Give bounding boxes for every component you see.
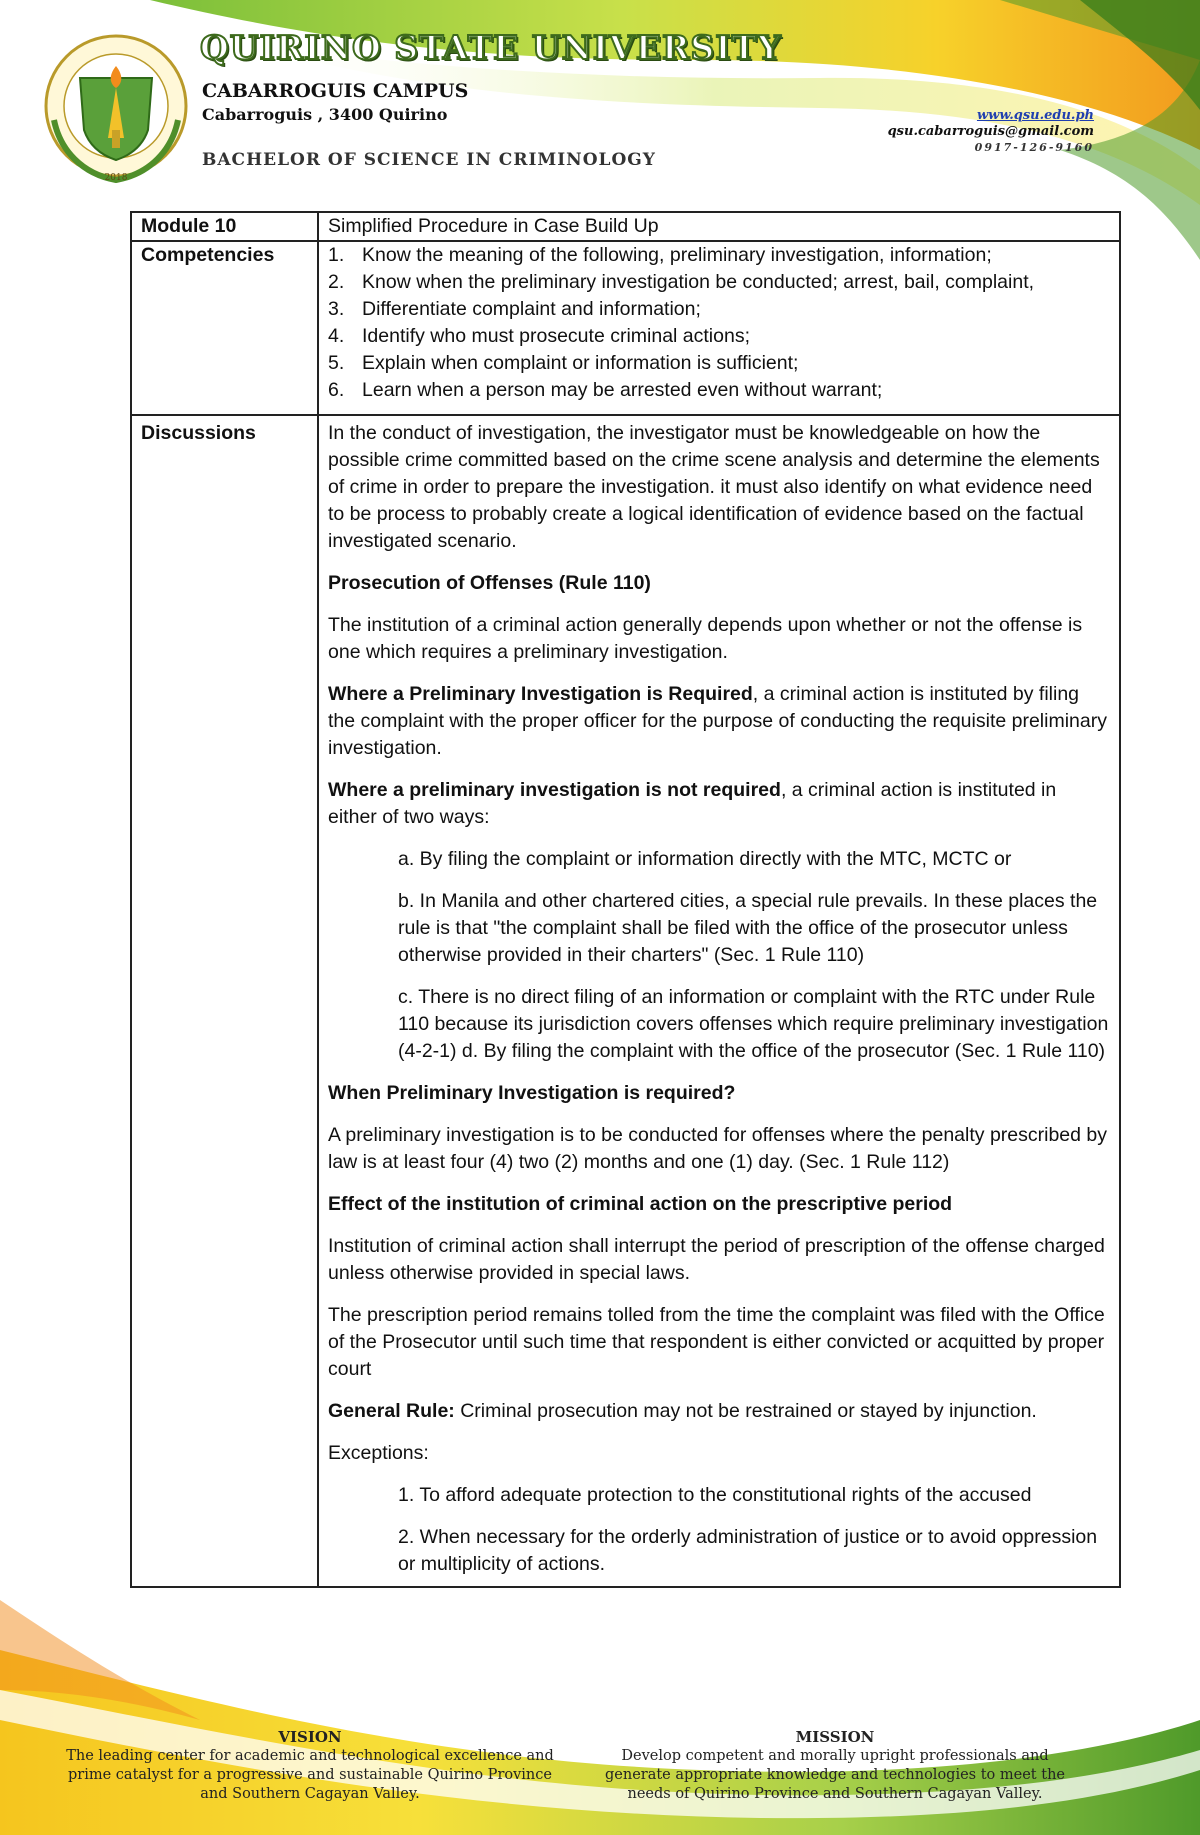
vision-title: VISION bbox=[278, 1728, 342, 1746]
campus-name: CABARROGUIS CAMPUS bbox=[202, 80, 469, 102]
paragraph-pi-required: Where a Preliminary Investigation is Required, a criminal action is instituted by filing the complaint with the proper officer for the purpose of conducting the requisite preliminary investigation. bbox=[328, 683, 1107, 759]
paragraph-when-required: A preliminary investigation is to be conducted for offenses where the penalty prescribed by law is at least four (4) two (2) months and one (1) day. (Sec. 1 Rule 112) bbox=[328, 1124, 1108, 1173]
paragraph-effect-1: Institution of criminal action shall interrupt the period of prescription of the offense charged unless otherwise provided in special laws. bbox=[328, 1235, 1105, 1284]
paragraph-pi-not-required: Where a preliminary investigation is not required, a criminal action is instituted in either of two ways: bbox=[328, 779, 1057, 828]
way-a: a. By filing the complaint or information directly with the MTC, MCTC or bbox=[398, 848, 1012, 870]
heading-when-required: When Preliminary Investigation is required? bbox=[328, 1082, 736, 1104]
competencies-row bbox=[131, 241, 1120, 415]
exception-1: 1. To afford adequate protection to the constitutional rights of the accused bbox=[398, 1484, 1032, 1506]
program-name: BACHELOR OF SCIENCE IN CRIMINOLOGY bbox=[202, 150, 656, 170]
module-title-row bbox=[131, 212, 1120, 241]
exceptions-label: Exceptions: bbox=[328, 1442, 429, 1464]
email-address: qsu.cabarroguis@gmail.com bbox=[887, 124, 1094, 139]
phone-number: 0917-126-9160 bbox=[974, 141, 1094, 154]
university-seal-logo bbox=[42, 30, 190, 190]
module-table bbox=[130, 211, 1121, 1588]
way-c: c. There is no direct filing of an information or complaint with the RTC under Rule 110 because its jurisdiction covers offenses which require preliminary investigation (4-2-1) d. By filing the complaint with the office of the prosecutor (Sec. 1 Rule 110) bbox=[398, 986, 1109, 1062]
paragraph-general-rule: General Rule: Criminal prosecution may not be restrained or stayed by injunction. bbox=[328, 1400, 1037, 1422]
svg-text:2018: 2018 bbox=[104, 173, 128, 183]
heading-prosecution: Prosecution of Offenses (Rule 110) bbox=[328, 572, 651, 594]
mission-text: Develop competent and morally upright professionals and generate appropriate knowledge and technologies to meet the needs of Quirino Province and Southern Cagayan Valley. bbox=[605, 1748, 1065, 1802]
list-item: 5. Explain when complaint or information is sufficient; bbox=[328, 352, 799, 374]
module-title: Simplified Procedure in Case Build Up bbox=[318, 212, 1120, 241]
university-name: QUIRINO STATE UNIVERSITY bbox=[200, 28, 782, 67]
heading-effect: Effect of the institution of criminal action on the prescriptive period bbox=[328, 1193, 953, 1215]
exception-2: 2. When necessary for the orderly administration of justice or to avoid oppression or multiplicity of actions. bbox=[398, 1526, 1098, 1575]
campus-address: Cabarroguis , 3400 Quirino bbox=[202, 105, 448, 124]
discussion-intro: In the conduct of investigation, the investigator must be knowledgeable on how the possible crime committed based on the crime scene analysis and determine the elements of crime in order to prepare the investigation. it must also identify on what evidence need to be process to probably create a logical identification of evidence based on the factual investigated scenario. bbox=[328, 422, 1100, 552]
competencies-cell bbox=[318, 241, 1120, 415]
competencies-label: Competencies bbox=[131, 241, 318, 415]
module-label: Module 10 bbox=[131, 212, 318, 241]
discussions-row bbox=[131, 415, 1120, 1587]
discussions-cell bbox=[318, 415, 1120, 1587]
mission-title: MISSION bbox=[795, 1728, 875, 1746]
way-b: b. In Manila and other chartered cities, a special rule prevails. In these places the rule is that "the complaint shall be filed with the office of the prosecutor unless otherwise provided in their charters" (Sec. 1 Rule 110) bbox=[398, 890, 1098, 966]
paragraph-institution: The institution of a criminal action generally depends upon whether or not the offense is one which requires a preliminary investigation. bbox=[328, 614, 1083, 663]
list-item: 3. Differentiate complaint and information; bbox=[328, 298, 701, 320]
competencies-list bbox=[328, 242, 1109, 414]
list-item: 6. Learn when a person may be arrested even without warrant; bbox=[328, 379, 883, 401]
list-item: 4. Identify who must prosecute criminal actions; bbox=[328, 325, 751, 347]
discussions-label: Discussions bbox=[131, 415, 318, 1587]
list-item: 1. Know the meaning of the following, preliminary investigation, information; bbox=[328, 244, 992, 266]
paragraph-effect-2: The prescription period remains tolled from the time the complaint was filed with the Office of the Prosecutor until such time that respondent is either convicted or acquitted by proper court bbox=[328, 1304, 1105, 1380]
website-link[interactable]: www.qsu.edu.ph bbox=[976, 108, 1094, 123]
vision-text: The leading center for academic and technological excellence and prime catalyst for a progressive and sustainable Quirino Province and Southern Cagayan Valley. bbox=[66, 1748, 554, 1802]
vision-block bbox=[60, 1728, 560, 1804]
mission-block bbox=[590, 1728, 1080, 1804]
list-item: 2. Know when the preliminary investigation be conducted; arrest, bail, complaint, bbox=[328, 271, 1035, 293]
contact-block bbox=[888, 108, 1094, 156]
